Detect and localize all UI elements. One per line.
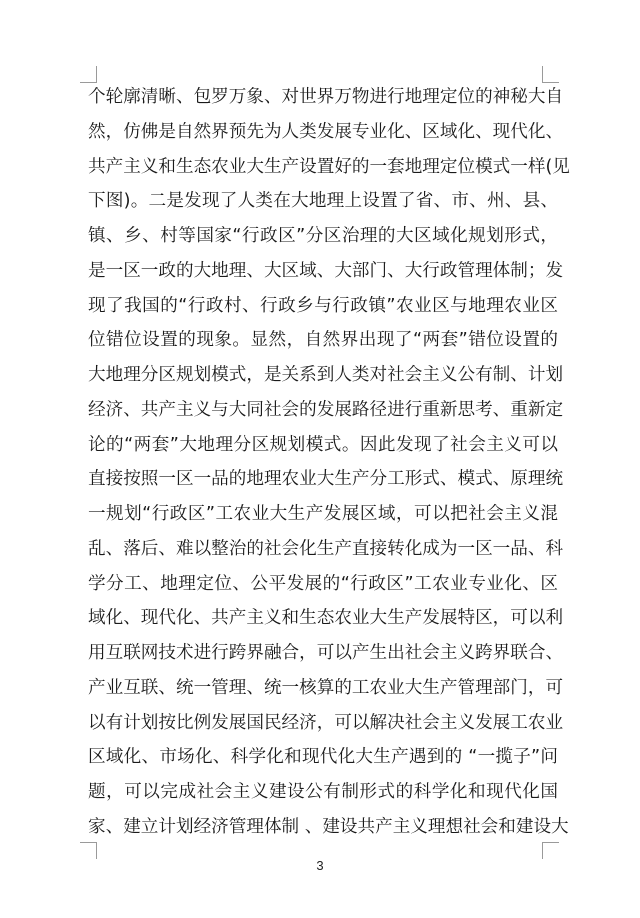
text-line: 镇、乡、村等国家“行政区”分区治理的大区域化规划形式， bbox=[88, 226, 558, 246]
text-line: 直接按照一区一品的地理农业大生产分工形式、模式、原理统 bbox=[88, 469, 564, 490]
page-number: 3 bbox=[316, 858, 324, 873]
text-line: 题，可以完成社会主义建设公有制形式的科学化和现代化国 bbox=[88, 782, 558, 802]
text-line: 家、建立计划经济管理体制 、建设共产主义理想社会和建设大 bbox=[88, 816, 569, 837]
text-line: 个轮廓清晰、包罗万象、对世界万物进行地理定位的神秘大自 bbox=[88, 87, 564, 107]
text-line: 乱、落后、难以整治的社会化生产直接转化成为一区一品、科 bbox=[88, 538, 564, 559]
text-line: 用互联网技术进行跨界融合，可以产生出社会主义跨界联合、 bbox=[88, 643, 564, 663]
text-line: 产业互联、统一管理、统一核算的工农业大生产管理部门，可 bbox=[88, 677, 564, 698]
text-line: 然，仿佛是自然界预先为人类发展专业化、区域化、现代化、 bbox=[88, 121, 564, 142]
text-line: 学分工、地理定位、公平发展的“行政区”工农业专业化、区 bbox=[88, 573, 558, 594]
text-line: 以有计划按比例发展国民经济，可以解决社会主义发展工农业 bbox=[88, 712, 564, 733]
text-line: 共产主义和生态农业大生产设置好的一套地理定位模式一样(见 bbox=[88, 156, 570, 177]
text-line: 是一区一政的大地理、大区域、大部门、大行政管理体制；发 bbox=[88, 260, 564, 281]
text-line: 经济、共产主义与大同社会的发展路径进行重新思考、重新定 bbox=[88, 399, 564, 420]
crop-mark-bottom-right bbox=[542, 842, 559, 859]
body-paragraph bbox=[88, 80, 570, 845]
text-line: 大地理分区规划模式，是关系到人类对社会主义公有制、计划 bbox=[88, 365, 564, 385]
text-line: 一规划“行政区”工农业大生产发展区域，可以把社会主义混 bbox=[88, 504, 558, 524]
text-line: 区域化、市场化、科学化和现代化大生产遇到的 “一揽子”问 bbox=[88, 747, 558, 768]
text-line: 下图)。二是发现了人类在大地理上设置了省、市、州、县、 bbox=[88, 191, 558, 212]
crop-mark-bottom-left bbox=[80, 842, 97, 859]
text-line: 论的“两套”大地理分区规划模式。因此发现了社会主义可以 bbox=[88, 434, 558, 455]
text-line: 位错位设置的现象。显然，自然界出现了“两套”错位设置的 bbox=[88, 330, 558, 351]
text-line: 现了我国的“行政村、行政乡与行政镇”农业区与地理农业区 bbox=[88, 295, 558, 316]
text-line: 域化、现代化、共产主义和生态农业大生产发展特区，可以利 bbox=[88, 608, 564, 629]
